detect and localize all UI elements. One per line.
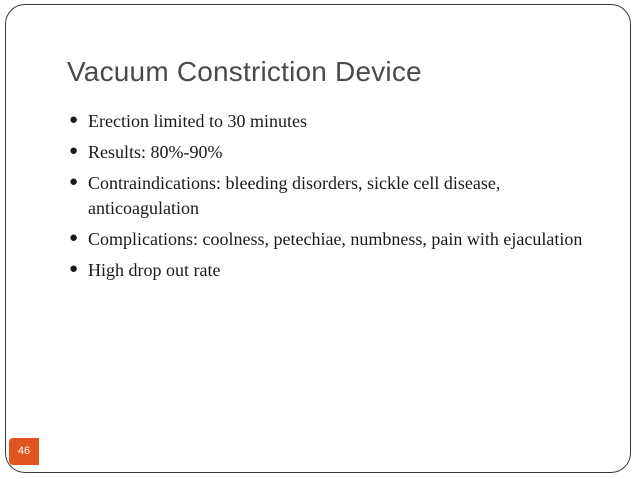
bullet-text: Contraindications: bleeding disorders, sickle cell disease, anticoagulation [88, 173, 501, 218]
bullet-icon: ● [69, 174, 79, 190]
bullet-text: Erection limited to 30 minutes [88, 111, 307, 131]
bullet-item [68, 171, 588, 221]
bullet-item [68, 109, 588, 134]
bullet-icon: ● [69, 261, 79, 277]
bullet-icon: ● [69, 112, 79, 128]
slide-title: Vacuum Constriction Device [67, 56, 422, 87]
bullet-text: Results: 80%-90% [88, 142, 223, 162]
page-number-badge: 46 [9, 438, 39, 465]
bullet-list [68, 109, 588, 289]
bullet-text: Complications: coolness, petechiae, numbness, pain with ejaculation [88, 229, 583, 249]
bullet-icon: ● [69, 230, 79, 246]
bullet-item [68, 227, 588, 252]
bullet-text: High drop out rate [88, 260, 221, 280]
bullet-item [68, 258, 588, 283]
bullet-icon: ● [69, 143, 79, 159]
bullet-item [68, 140, 588, 165]
